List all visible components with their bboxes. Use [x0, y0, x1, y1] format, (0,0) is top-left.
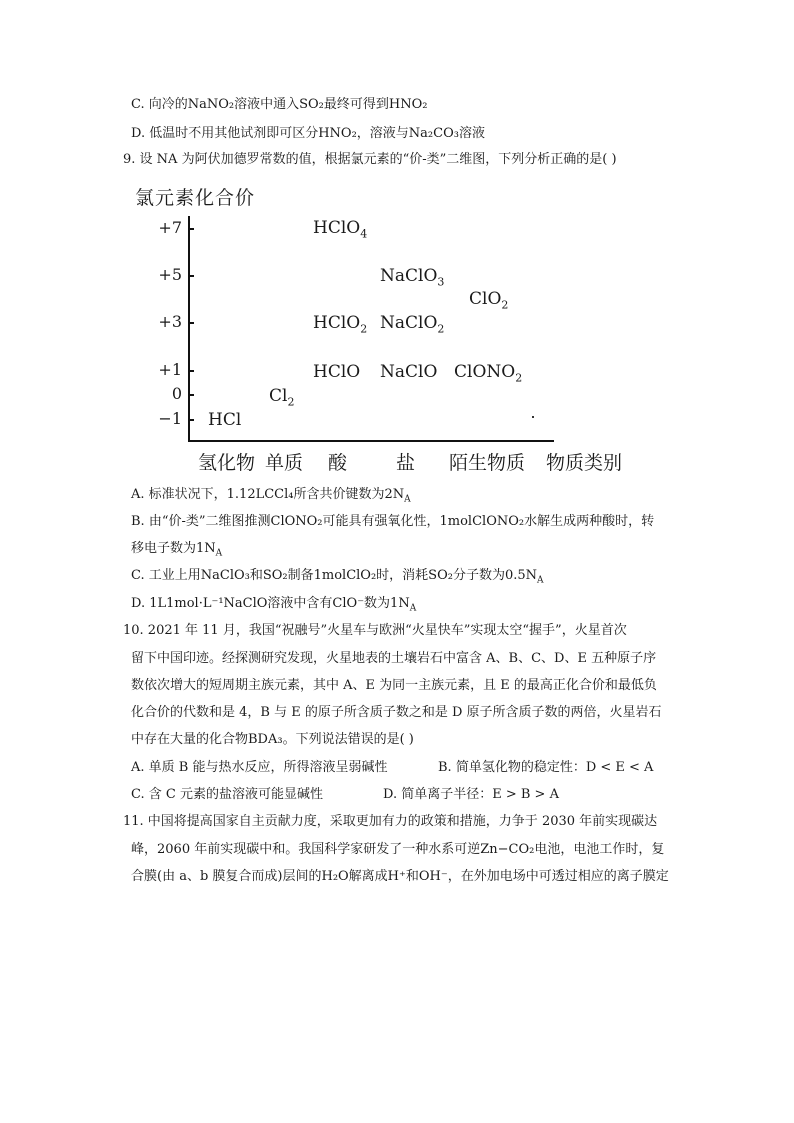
q10-line: 中存在大量的化合物BDA₃。下列说法错误的是( ): [131, 732, 414, 747]
x-category-label: 物质类别: [546, 452, 623, 474]
y-tick-label: +3: [158, 312, 182, 331]
tick-minus1: [188, 419, 194, 421]
tick-zero: [188, 394, 194, 396]
q10-line: 数依次增大的短周期主族元素，其中 A、E 为同一主族元素，且 E 的最高正化合价和最低负: [131, 678, 657, 693]
option-d-prev: D. 低温时不用其他试剂即可区分HNO₂，溶液与Na₂CO₃溶液: [131, 126, 485, 141]
q10-line: 留下中国印迹。经探测研究发现，火星地表的土壤岩石中富含 A、B、C、D、E 五种原子序: [131, 651, 657, 666]
tick-plus3: [188, 322, 194, 324]
tick-plus5: [188, 275, 194, 277]
y-tick-label: −1: [158, 409, 182, 428]
tick-plus1: [188, 370, 194, 372]
q9-option-b-cont: 移电子数为$1N_A$: [131, 541, 223, 559]
option-c-prev: C. 向冷的NaNO₂溶液中通入SO₂最终可得到HNO₂: [131, 97, 428, 112]
q10-option-d: D. 简单离子半径：E > B > A: [383, 787, 559, 802]
q9-option-c: C. 工业上用NaClO₃和SO₂制备1molClO₂时，消耗SO₂分子数为$0.5N_A$: [131, 568, 544, 586]
chem-point: $Cl_2$: [269, 386, 295, 409]
y-tick-label: 0: [171, 384, 182, 403]
x-category-label: 单质: [265, 452, 304, 474]
q10-option-a: A. 单质 B 能与热水反应，所得溶液呈弱碱性: [131, 760, 388, 775]
q9-stem: 9. 设 NA 为阿伏加德罗常数的值，根据氯元素的“价-类”二维图，下列分析正确的是( ): [123, 152, 617, 167]
q9-option-b: B. 由“价-类”二维图推测ClONO₂可能具有强氧化性，1molClONO₂水解生成两种酸时，转: [131, 514, 655, 529]
y-tick-label: +5: [158, 265, 182, 284]
q10-option-c: C. 含 C 元素的盐溶液可能显碱性: [131, 787, 323, 802]
chart-title: 氯元素化合价: [135, 187, 256, 209]
x-category-label: 氢化物: [198, 452, 256, 474]
tick-plus7: [188, 228, 194, 230]
chem-point: HClO$_4$: [313, 218, 368, 241]
y-axis: [188, 216, 190, 442]
q10-option-b: B. 简单氢化物的稳定性：D < E < A: [438, 760, 654, 775]
q9-option-a: A. 标准状况下，1.12LCCl₄所含共价键数为$2N_A$: [131, 487, 411, 505]
y-tick-label: +1: [158, 360, 182, 379]
chem-point: ClONO$_2$: [454, 362, 523, 385]
chem-point: NaClO$_2$: [380, 313, 445, 336]
x-category-label: 陌生物质: [449, 452, 526, 474]
speck: [532, 416, 534, 418]
chem-point: HCl: [208, 410, 242, 430]
x-category-label: 盐: [396, 452, 416, 474]
q11-line: 合膜(由 a、b 膜复合而成)层间的H₂O解离成H⁺和OH⁻，在外加电场中可透过相应的离子膜定: [131, 869, 669, 884]
x-category-label: 酸: [328, 452, 348, 474]
chem-point: NaClO$_3$: [380, 266, 445, 289]
chem-point: ClO$_2$: [469, 289, 509, 312]
q11-line: 峰，2060 年前实现碳中和。我国科学家研发了一种水系可逆Zn−CO₂电池，电池工作时，复: [131, 842, 665, 857]
q11-line: 11. 中国将提高国家自主贡献力度，采取更加有力的政策和措施，力争于 2030 年前实现碳达: [123, 814, 658, 829]
q9-option-d: D. 1L1mol·L⁻¹NaClO溶液中含有ClO⁻数为$1N_A$: [131, 596, 417, 614]
chem-point: HClO$_2$: [313, 313, 368, 336]
x-axis: [188, 440, 554, 442]
y-tick-label: +7: [158, 218, 182, 237]
chem-point: HClO: [313, 362, 361, 382]
q10-line: 化合价的代数和是 4，B 与 E 的原子所含质子数之和是 D 原子所含质子数的两倍，火星岩石: [131, 705, 662, 720]
valence-class-chart: [130, 178, 650, 478]
q10-line: 10. 2021 年 11 月，我国“祝融号”火星车与欧洲“火星快车”实现太空“握手”，火星首次: [123, 623, 627, 638]
chem-point: NaClO: [380, 362, 438, 382]
